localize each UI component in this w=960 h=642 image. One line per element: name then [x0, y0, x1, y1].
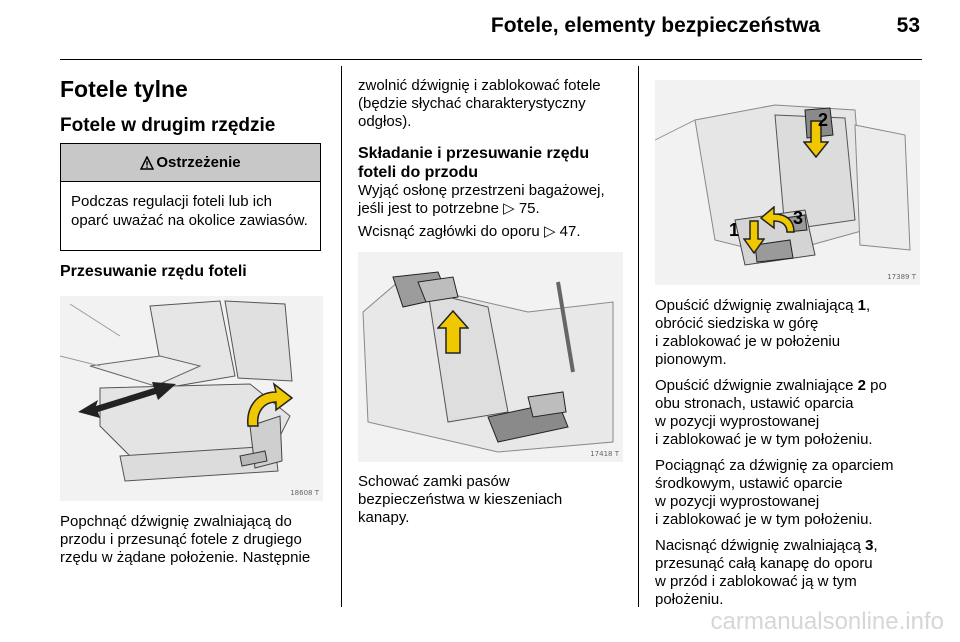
text-line: środkowym, ustawić oparcie — [655, 475, 843, 492]
text-line: rzędu w żądane położenie. Następnie — [60, 549, 311, 566]
text-line — [358, 200, 633, 218]
page-number: 53 — [896, 14, 920, 37]
warning-text: Podczas regulacji foteli lub ich oparć uważać na okolice zawiasów. — [71, 193, 308, 229]
text-line: w przód i zablokować ją w tym — [655, 573, 857, 590]
text-line: w pozycji wyprostowanej — [655, 493, 820, 510]
text-line: Wyjąć osłonę przestrzeni bagażowej, — [358, 182, 605, 199]
text-line: przodu i przesunąć fotele z drugiego — [60, 531, 302, 548]
text-line: kanapy. — [358, 509, 410, 526]
curved-arrow-icon — [242, 382, 294, 432]
text-line: bezpieczeństwa w kieszeniach — [358, 491, 563, 508]
text-line — [655, 537, 940, 555]
watermark: carmanualsonline.info — [710, 608, 944, 635]
curved-arrow-icon-3 — [760, 206, 796, 234]
section-title-folding — [358, 144, 589, 182]
section-heading: Fotele tylne — [60, 76, 188, 102]
text-fragment: po — [865, 377, 887, 394]
section-title-sliding: Przesuwanie rzędu foteli — [60, 263, 247, 280]
paragraph-sliding — [60, 513, 340, 567]
figure-label-2: 2 — [818, 110, 829, 130]
step-number: 1 — [857, 297, 866, 314]
page-ref: 75. — [518, 200, 540, 217]
figure-seat-sliding — [60, 296, 323, 501]
text-line: przesunąć całą kanapę do oporu — [655, 555, 873, 572]
figure-label-1: 1 — [729, 220, 740, 240]
figure-headrest — [358, 252, 623, 462]
paragraph-instructions — [655, 297, 940, 609]
text-line: Składanie i przesuwanie rzędu — [358, 145, 590, 162]
figure-label-3: 3 — [793, 208, 804, 228]
paragraph-step2 — [358, 223, 633, 241]
folding-seat-illustration — [655, 80, 920, 285]
warning-title: Ostrzeżenie — [156, 154, 241, 171]
text-line: pionowym. — [655, 351, 727, 368]
column-divider-left — [341, 66, 342, 607]
text-line: obrócić siedziska w górę — [655, 315, 819, 332]
text-line — [655, 297, 940, 315]
page-ref-arrow-icon: ▷ — [543, 223, 556, 240]
figure-number: 18608 T — [290, 489, 319, 497]
page-ref: 47. — [559, 223, 581, 240]
figure-folding — [655, 80, 920, 285]
arrow-up-icon — [437, 310, 469, 354]
figure-number: 17418 T — [590, 450, 619, 458]
paragraph-continued — [358, 77, 633, 131]
text-fragment: Opuścić dźwignie zwalniające — [655, 377, 854, 394]
text-line: i zablokować je w tym położeniu. — [655, 431, 873, 448]
column-divider-right — [638, 66, 639, 607]
figure-number: 17389 T — [887, 273, 916, 281]
text-fragment: jeśli jest to potrzebne — [358, 200, 499, 217]
text-fragment: Opuścić dźwignię zwalniającą — [655, 297, 854, 314]
text-line: (będzie słychać charakterystyczny — [358, 95, 586, 112]
text-line: Popchnąć dźwignię zwalniającą do — [60, 513, 292, 530]
headrest-illustration — [358, 252, 623, 462]
warning-header — [61, 144, 320, 182]
header-rule — [60, 59, 922, 60]
step-number: 2 — [857, 377, 866, 394]
page-ref-arrow-icon: ▷ — [503, 200, 515, 217]
text-line: w pozycji wyprostowanej — [655, 413, 820, 430]
subsection-heading: Fotele w drugim rzędzie — [60, 115, 276, 136]
text-line: Schować zamki pasów — [358, 473, 510, 490]
paragraph-step1 — [358, 182, 633, 218]
text-line: i zablokować je w położeniu — [655, 333, 841, 350]
text-line: i zablokować je w tym położeniu. — [655, 511, 873, 528]
text-line: foteli do przodu — [358, 164, 478, 181]
text-line: Pociągnąć za dźwignię za oparciem — [655, 457, 894, 474]
text-fragment: , — [873, 537, 878, 554]
page-header-title: Fotele, elementy bezpieczeństwa — [490, 14, 820, 37]
warning-icon — [140, 156, 154, 170]
arrow-down-icon-1 — [743, 220, 765, 254]
text-line — [655, 377, 940, 395]
paragraph-belts — [358, 473, 633, 527]
double-arrow-icon — [78, 374, 178, 419]
step-number: 3 — [865, 537, 874, 554]
text-line: zwolnić dźwignię i zablokować fotele — [358, 77, 601, 94]
text-fragment: Nacisnąć dźwignię zwalniającą — [655, 537, 861, 554]
text-line: odgłos). — [358, 113, 412, 130]
warning-box — [60, 143, 321, 251]
text-line: położeniu. — [655, 591, 724, 608]
text-line: obu stronach, ustawić oparcia — [655, 395, 854, 412]
text-fragment: , — [865, 297, 871, 314]
text-fragment: Wcisnąć zagłówki do oporu — [358, 223, 540, 240]
